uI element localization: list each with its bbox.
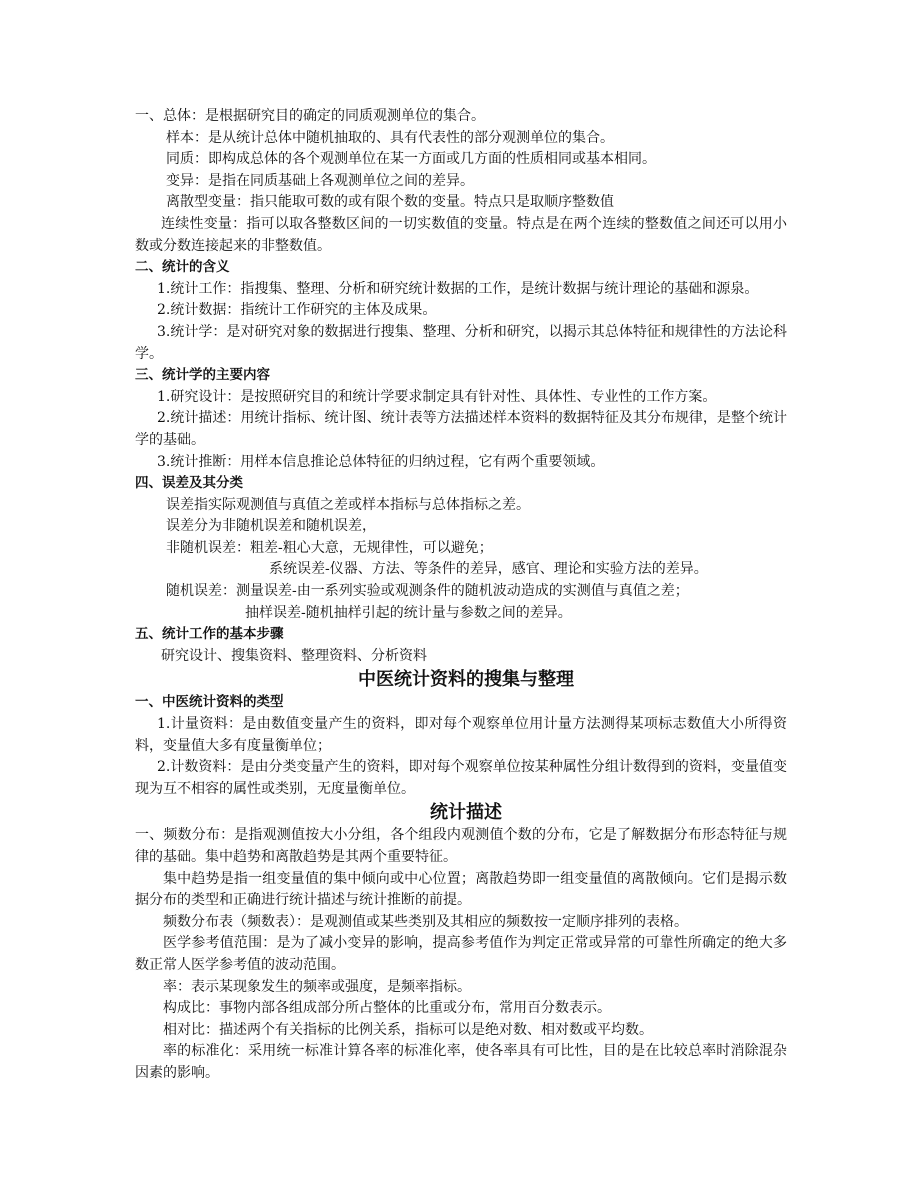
section4-line: 抽样误差-随机抽样引起的统计量与参数之间的差异。	[245, 604, 572, 621]
section4-heading: 四、误差及其分类	[135, 475, 243, 492]
chapter3-paragraph: 医学参考值范围：是为了减小变异的影响，提高参考值作为判定正常或异常的可靠性所确定的绝大多数正常人医学参考值的波动范围。	[135, 935, 787, 973]
section3-item: 3.统计推断：用样本信息推论总体特征的归纳过程，它有两个重要领域。	[157, 453, 605, 470]
chapter3-paragraph: 构成比：事物内部各组成部分所占整体的比重或分布，常用百分数表示。	[163, 1000, 611, 1017]
section3-heading: 三、统计学的主要内容	[135, 367, 270, 384]
section2-item: 1.统计工作：指搜集、整理、分析和研究统计数据的工作，是统计数据与统计理论的基础和源泉。	[157, 280, 759, 297]
document-body	[135, 106, 787, 1085]
chapter2-item: 1.计量资料：是由数值变量产生的资料，即对每个观察单位用计量方法测得某项标志数值大小所得资料，变量值大多有度量衡单位；	[135, 716, 787, 754]
section5-heading: 五、统计工作的基本步骤	[135, 626, 284, 643]
section5-line: 研究设计、搜集资料、整理资料、分析资料	[161, 647, 427, 664]
section4-line: 随机误差：测量误差-由一系列实验或观测条件的随机波动造成的实测值与真值之差；	[166, 583, 689, 600]
chapter3-paragraph: 一、频数分布：是指观测值按大小分组，各个组段内观测值个数的分布，它是了解数据分布形态特征与规律的基础。集中趋势和离散趋势是其两个重要特征。	[135, 827, 787, 865]
definition-sample: 样本：是从统计总体中随机抽取的、具有代表性的部分观测单位的集合。	[166, 129, 614, 146]
section3-item: 1.研究设计：是按照研究目的和统计学要求制定具有针对性、具体性、专业性的工作方案。	[157, 388, 717, 405]
chapter2-item: 2.计数资料：是由分类变量产生的资料，即对每个观察单位按某种属性分组计数得到的资料，变量值变现为互不相容的属性或类别，无度量衡单位。	[135, 759, 787, 797]
definition-discrete-variable: 离散型变量：指只能取可数的或有限个数的变量。特点只是取顺序整数值	[166, 194, 614, 211]
section2-heading: 二、统计的含义	[135, 259, 230, 276]
section4-line: 误差指实际观测值与真值之差或样本指标与总体指标之差。	[166, 496, 530, 513]
section4-line: 误差分为非随机误差和随机误差，	[166, 518, 376, 535]
section2-item: 2.统计数据：指统计工作研究的主体及成果。	[157, 302, 437, 319]
section2-item: 3.统计学：是对研究对象的数据进行搜集、整理、分析和研究，以揭示其总体特征和规律性的方法论科学。	[135, 323, 787, 362]
chapter3-paragraph: 频数分布表（频数表）：是观测值或某些类别及其相应的频数按一定顺序排列的表格。	[163, 913, 688, 930]
section3-item: 2.统计描述：用统计指标、统计图、统计表等方法描述样本资料的数据特征及其分布规律，是整个统计学的基础。	[135, 410, 787, 448]
section1-line: 一、总体：是根据研究目的确定的同质观测单位的集合。	[135, 108, 485, 124]
definition-homogeneity: 同质：即构成总体的各个观测单位在某一方面或几方面的性质相同或基本相同。	[166, 151, 656, 168]
chapter3-title: 统计描述	[430, 802, 502, 824]
definition-variation: 变异：是指在同质基础上各观测单位之间的差异。	[166, 172, 474, 189]
chapter3-paragraph: 率：表示某现象发生的频率或强度，是频率指标。	[163, 978, 471, 995]
definition-continuous-variable: 连续性变量：指可以取各整数区间的一切实数值的变量。特点是在两个连续的整数值之间还可以用小数或分数连接起来的非整数值。	[135, 215, 787, 254]
chapter2-heading: 一、中医统计资料的类型	[135, 694, 284, 711]
section4-line: 系统误差-仪器、方法、等条件的差异，感官、理论和实验方法的差异。	[269, 561, 708, 578]
chapter3-paragraph: 率的标准化：采用统一标准计算各率的标准化率，使各率具有可比性，目的是在比较总率时消除混杂因素的影响。	[135, 1043, 787, 1081]
chapter3-paragraph: 相对比：描述两个有关指标的比例关系，指标可以是绝对数、相对数或平均数。	[163, 1021, 653, 1038]
section4-line: 非随机误差：粗差-粗心大意，无规律性，可以避免；	[166, 539, 493, 556]
chapter2-title: 中医统计资料的搜集与整理	[358, 669, 574, 691]
chapter3-paragraph: 集中趋势是指一组变量值的集中倾向或中心位置；离散趋势即一组变量值的离散倾向。它们是揭示数据分布的类型和正确进行统计描述与统计推断的前提。	[135, 870, 787, 909]
